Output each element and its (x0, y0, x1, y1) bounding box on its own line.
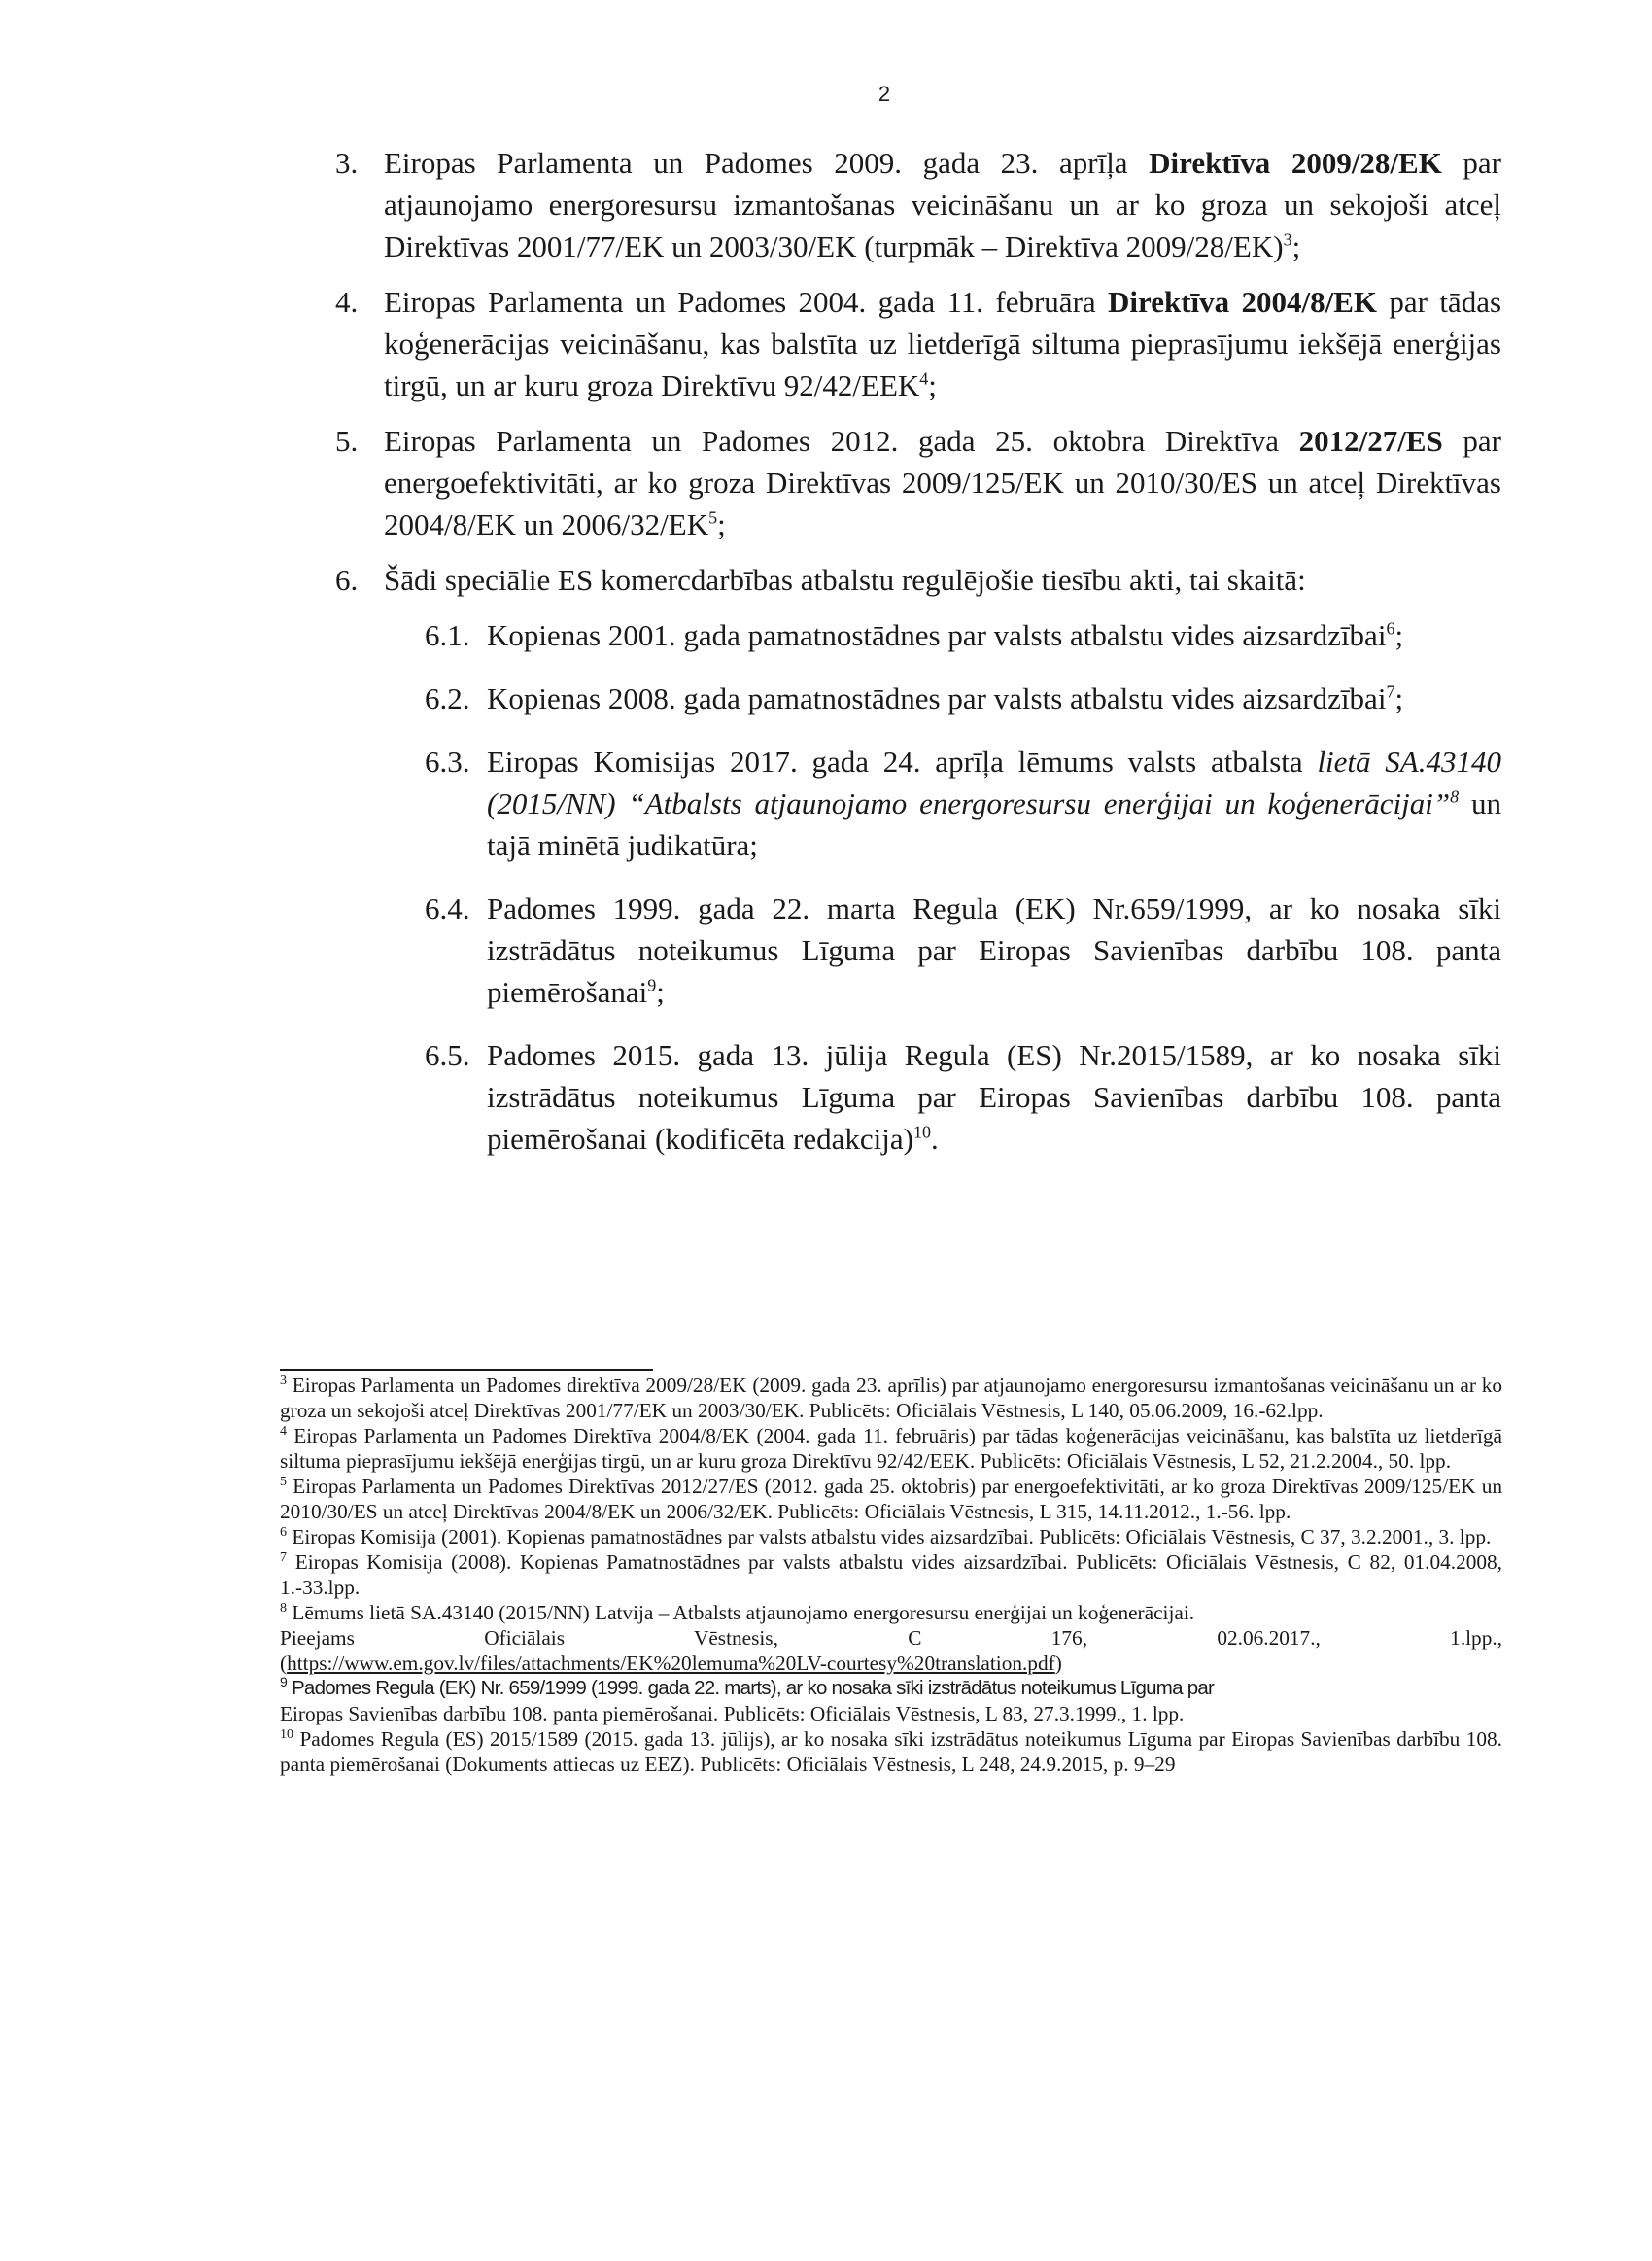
list-item-text: par energoefektivitāti, ar ko groza Direktīvas 2009/125/EK un 2010/30/ES un atceļ Direktīvas 2004/8/EK un 2006/32/EK (384, 424, 1501, 541)
list-item-text: Eiropas Parlamenta un Padomes 2009. gada 23. aprīļa (384, 146, 1150, 180)
list-item-text: par atjaunojamo energoresursu izmantošanas veicināšanu un ar ko groza un sekojoši atceļ Direktīvas 2001/77/EK un 2003/30/EK (turpmāk – Direktīva 2009/28/EK) (384, 146, 1501, 263)
footnote-text: Padomes Regula (EK) Nr. 659/1999 (1999. gada 22. marts), ar ko nosaka sīki izstrādātus noteikumus Līguma par (292, 1677, 1215, 1699)
list-item-5: 5. Eiropas Parlamenta un Padomes 2012. gada 25. oktobra Direktīva 2012/27/ES par energoefektivitāti, ar ko groza Direktīvas 2009/125/EK un 2010/30/ES un atceļ Direktīvas 2004/8/EK un $2006/32/EK^5$; (335, 420, 1501, 545)
footnote-number: 7 (280, 1549, 287, 1565)
sub-item-italic: lietā SA.43140 (2015/NN) “Atbalsts atjaunojamo energoresursu enerģijai un koģenerācijai” (487, 745, 1501, 820)
footnote-ref[interactable]: 7 (1386, 681, 1395, 702)
footnote-ref[interactable]: 5 (708, 507, 718, 528)
footnote-number: 5 (280, 1474, 287, 1489)
footnote-ref[interactable]: 9 (647, 975, 657, 995)
footnote-9 (280, 1676, 1502, 1726)
sub-item-6-5: 6.5. Padomes 2015. gada 13. jūlija Regula (ES) Nr.2015/1589, ar ko nosaka sīki izstrādātus noteikumus Līguma par Eiropas Savienības darbību 108. panta piemērošanai (kodificēta redakcija)$^{10}$. (425, 1034, 1501, 1160)
footnote-ref[interactable]: 6 (1386, 618, 1395, 639)
footnote-text: Eiropas Savienības darbību 108. panta piemērošanai. Publicēts: Oficiālais Vēstnesis, L 83, 27.3.1999., 1. lpp. (280, 1702, 1185, 1725)
sub-item-number: 6.4. (425, 891, 470, 925)
sub-item-number: 6.2. (425, 681, 470, 715)
list-item-number: 4. (335, 285, 359, 319)
sub-item-text: Eiropas Komisijas 2017. gada 24. aprīļa lēmums valsts atbalsta (487, 745, 1318, 779)
sub-item-number: 6.5. (425, 1038, 470, 1072)
sub-item-6-2: 6.2. Kopienas 2008. gada pamatnostādnes par valsts atbalstu vides aizsardzībai$^7$; (425, 678, 1501, 719)
sub-item-number: 6.1. (425, 618, 470, 652)
footnote-7 (280, 1549, 1502, 1600)
footnote-text: Pieejams Oficiālais Vēstnesis, C 176, 02.06.2017., 1.lpp., (280, 1626, 1502, 1650)
footnote-text: Lēmums lietā SA.43140 (2015/NN) Latvija – Atbalsts atjaunojamo energoresursu enerģijai un koģenerācijai. (292, 1601, 1195, 1624)
footnote-number: 3 (280, 1373, 287, 1388)
footnote-text: Eiropas Parlamenta un Padomes Direktīva 2004/8/EK (2004. gada 11. februāris) par tādas koģenerācijas veicināšanu, kas balstīta uz lietderīgā siltuma pieprasījumu iekšējā enerģijas tirgū, un ar kuru groza Direktīvu 92/42/EEK. Publicēts: Oficiālais Vēstnesis, L 52, 21.2.2004., 50. lpp. (280, 1424, 1503, 1473)
footnote-8: $^8$ Lēmums lietā SA.43140 (2015/NN) Latvija – Atbalsts atjaunojamo energoresursu enerģijai un koģenerācijai. Pieejams Oficiālais Vēstnesis, C 176, 02.06.2017., 1.lpp., (https://www.em.gov.lv/files/attachments/EK%20lemuma%20LV-courtesy%20translation.pdf) (280, 1600, 1502, 1675)
footnotes (280, 1373, 1502, 1777)
footnote-text: Eiropas Komisija (2008). Kopienas Pamatnostādnes par valsts atbalstu vides aizsardzībai. Publicēts: Oficiālais Vēstnesis, C 82, 01.04.2008, 1.-33.lpp. (280, 1550, 1502, 1599)
footnote-4 (280, 1423, 1502, 1474)
footnote-5 (280, 1474, 1502, 1524)
list-item-text: par tādas koģenerācijas veicināšanu, kas balstīta uz lietderīgā siltuma pieprasījumu iekšējā enerģijas tirgū, un ar kuru groza Direktīvu 92/42/EEK (384, 285, 1502, 402)
footnote-number: 9 (280, 1674, 288, 1690)
footnote-ref[interactable]: 8 (1450, 786, 1460, 807)
list-item-text: Šādi speciālie ES komercdarbības atbalstu regulējošie tiesību akti, tai skaitā: (384, 563, 1306, 597)
footnote-ref[interactable]: 10 (912, 1122, 931, 1142)
list-item-3: 3. Eiropas Parlamenta un Padomes 2009. gada 23. aprīļa Direktīva 2009/28/EK par atjaunojamo energoresursu izmantošanas veicināšanu un ar ko groza un sekojoši atceļ Direktīvas 2001/77/EK un 2003/30/EK (turpmāk – Direktīva 2009/28/EK)$^3$; (335, 142, 1501, 267)
list-item-number: 5. (335, 424, 359, 458)
sub-item-text: Padomes 1999. gada 22. marta Regula (EK) Nr.659/1999, ar ko nosaka sīki izstrādātus noteikumus Līguma par Eiropas Savienības darbību 108. panta piemērošanai (487, 891, 1501, 1009)
list-item-6 (335, 559, 1501, 601)
footnote-text: Eiropas Komisija (2001). Kopienas pamatnostādnes par valsts atbalstu vides aizsardzībai. Publicēts: Oficiālais Vēstnesis, C 37, 3.2.2001., 3. lpp. (292, 1525, 1492, 1548)
list-item-bold: Direktīva 2009/28/EK (1149, 146, 1442, 180)
list-item-number: 6. (335, 563, 359, 597)
footnote-3 (280, 1373, 1502, 1423)
sub-item-number: 6.3. (425, 745, 470, 779)
footnote-separator (280, 1369, 653, 1371)
footnote-text: Padomes Regula (ES) 2015/1589 (2015. gada 13. jūlijs), ar ko nosaka sīki izstrādātus noteikumus Līguma par Eiropas Savienības darbību 108. panta piemērošanai (Dokuments attiecas uz EEZ). Publicēts: Oficiālais Vēstnesis, L 248, 24.9.2015, p. 9–29 (280, 1727, 1503, 1776)
list-item-text: Eiropas Parlamenta un Padomes 2012. gada 25. oktobra Direktīva (384, 424, 1299, 458)
footnote-6 (280, 1524, 1502, 1549)
sub-item-text: Kopienas 2001. gada pamatnostādnes par valsts atbalstu vides aizsardzībai (487, 618, 1387, 652)
sub-item-text: Kopienas 2008. gada pamatnostādnes par valsts atbalstu vides aizsardzībai (487, 681, 1387, 715)
footnote-10 (280, 1726, 1502, 1777)
footnote-ref[interactable]: 3 (1283, 229, 1292, 250)
footnote-link[interactable]: https://www.em.gov.lv/files/attachments/EK%20lemuma%20LV-courtesy%20translation.pdf (287, 1652, 1055, 1675)
footnote-number: 8 (280, 1600, 287, 1616)
footnote-ref[interactable]: 4 (919, 368, 929, 389)
footnote-number: 10 (280, 1726, 293, 1742)
list-item-bold: Direktīva 2004/8/EK (1108, 285, 1378, 319)
page-number: 2 (878, 82, 891, 106)
list-item-bold: 2012/27/ES (1298, 424, 1443, 458)
sub-item-6-4: 6.4. Padomes 1999. gada 22. marta Regula (EK) Nr.659/1999, ar ko nosaka sīki izstrādātus noteikumus Līguma par Eiropas Savienības darbību 108. panta piemērošanai$^9$; (425, 887, 1501, 1013)
footnote-number: 4 (280, 1423, 287, 1439)
sub-item-6-1: 6.1. Kopienas 2001. gada pamatnostādnes par valsts atbalstu vides aizsardzībai$^6$; (425, 614, 1501, 656)
footnote-number: 6 (280, 1524, 287, 1540)
footnote-text: Eiropas Parlamenta un Padomes direktīva 2009/28/EK (2009. gada 23. aprīlis) par atjaunojamo energoresursu izmantošanas veicināšanu un ar ko groza un sekojoši atceļ Direktīvas 2001/77/EK un 2003/30/EK. Publicēts: Oficiālais Vēstnesis, L 140, 05.06.2009, 16.-62.lpp. (280, 1374, 1502, 1422)
sub-item-6-3: 6.3. Eiropas Komisijas 2017. gada 24. aprīļa lēmums valsts atbalsta lietā SA.43140 (2015/NN) “Atbalsts atjaunojamo energoresursu enerģijai un koģenerācijai”$^8$ un tajā minētā judikatūra; (425, 741, 1501, 866)
list-item-text: Eiropas Parlamenta un Padomes 2004. gada 11. februāra (384, 285, 1109, 319)
sub-item-text: Padomes 2015. gada 13. jūlija Regula (ES) Nr.2015/1589, ar ko nosaka sīki izstrādātus noteikumus Līguma par Eiropas Savienības darbību 108. panta piemērošanai (kodificēta redakcija) (487, 1038, 1501, 1156)
list-item-number: 3. (335, 146, 359, 180)
list-item-4: 4. Eiropas Parlamenta un Padomes 2004. gada 11. februāra Direktīva 2004/8/EK par tādas koģenerācijas veicināšanu, kas balstīta uz lietderīgā siltuma pieprasījumu iekšējā enerģijas tirgū, un ar kuru groza Direktīvu 92/42/EEK$^4$; (335, 281, 1501, 406)
document-body (335, 142, 1501, 1160)
footnote-text: Eiropas Parlamenta un Padomes Direktīvas 2012/27/ES (2012. gada 25. oktobris) par energoefektivitāti, ar ko groza Direktīvas 2009/125/EK un 2010/30/ES un atceļ Direktīvas 2004/8/EK un 2006/32/EK. Publicēts: Oficiālais Vēstnesis, L 315, 14.11.2012., 1.-56. lpp. (280, 1475, 1503, 1523)
